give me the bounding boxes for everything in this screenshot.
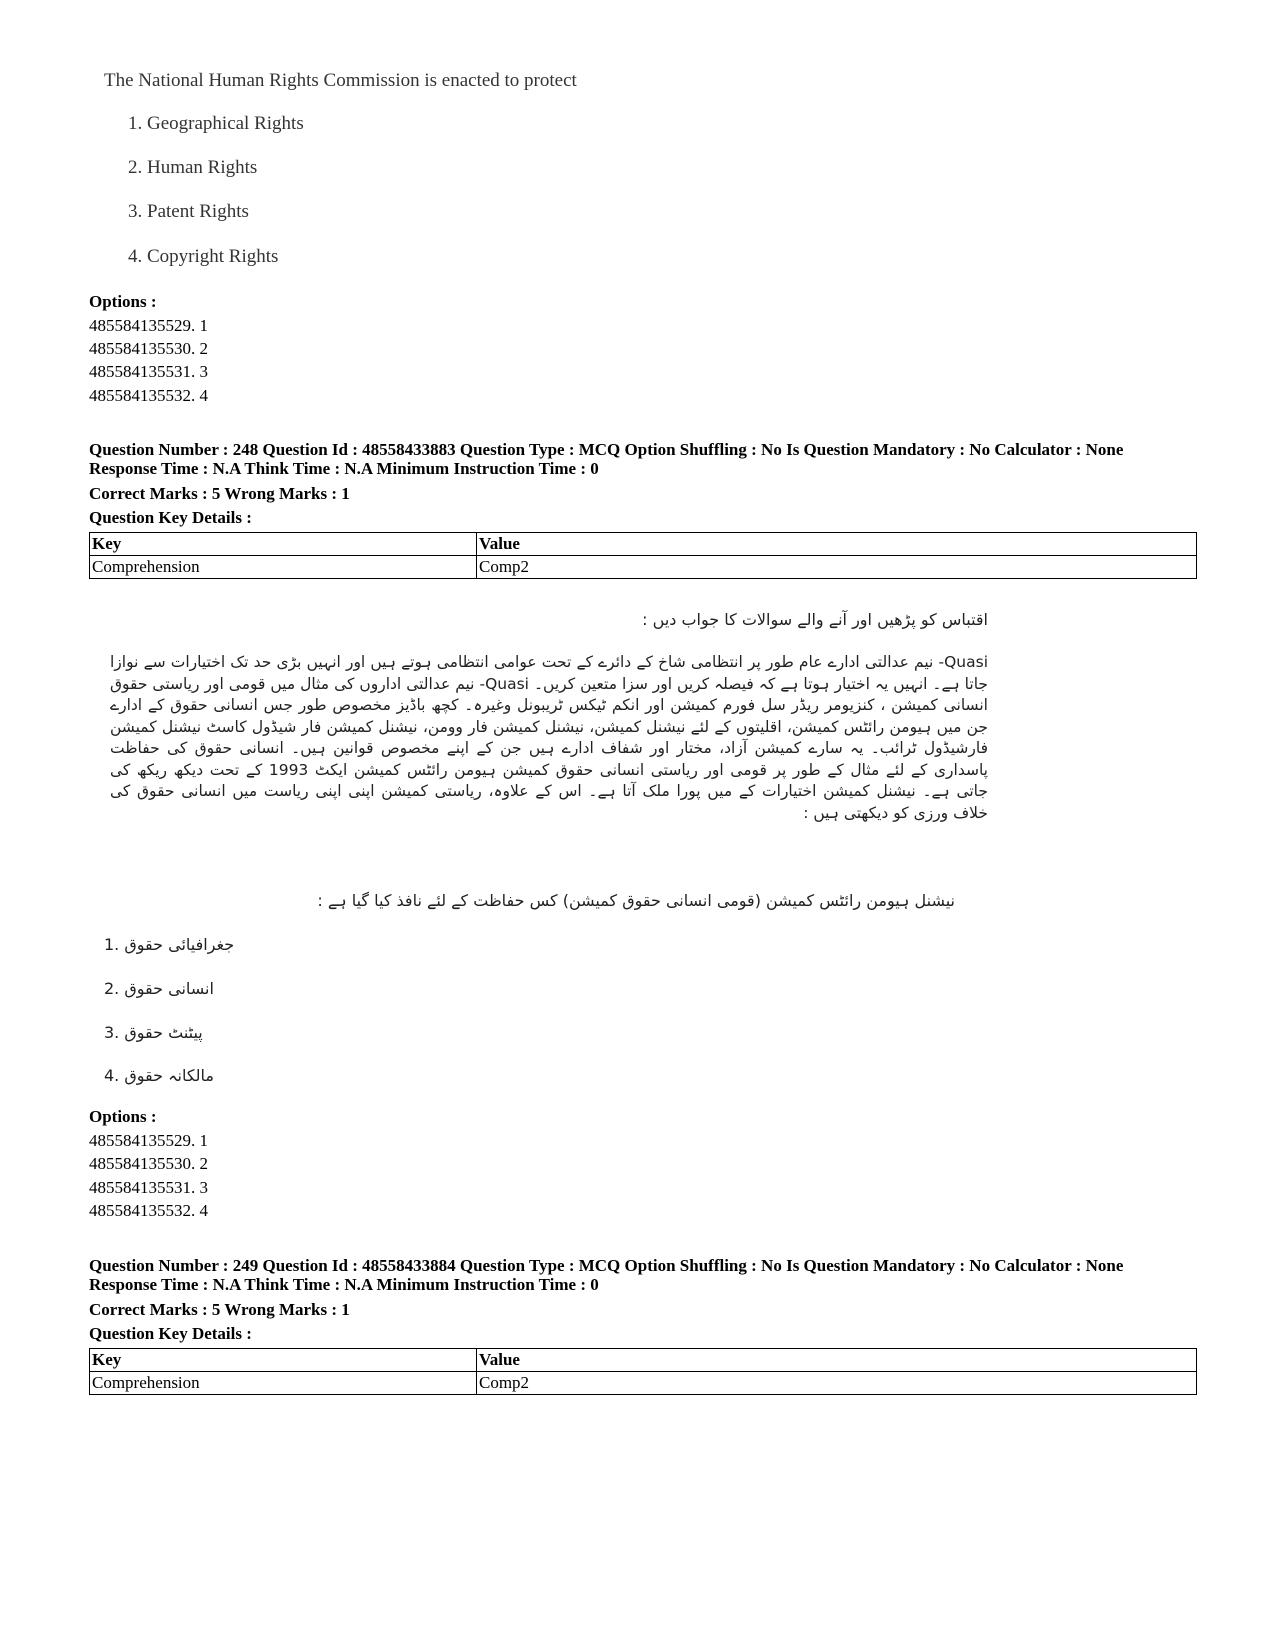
urdu-answer-item-2: 2. انسانی حقوق <box>104 979 214 998</box>
option-248-4: 485584135532. 4 <box>89 1201 208 1220</box>
answer-item-1: 1. Geographical Rights <box>128 113 304 134</box>
value-header: Value <box>477 1349 1197 1372</box>
value-cell: Comp2 <box>477 1372 1197 1395</box>
question-249-meta-line1: Question Number : 249 Question Id : 48558433884 Question Type : MCQ Option Shuffling : No Is Question Mandatory : No Calculator : None <box>89 1256 1124 1275</box>
key-cell: Comprehension <box>90 1372 477 1395</box>
question-249-meta <box>89 1256 1209 1294</box>
question-248-key-details-label: Question Key Details : <box>89 508 252 527</box>
option-1: 485584135529. 1 <box>89 316 208 335</box>
urdu-instruction: اقتباس کو پڑھیں اور آنے والے سوالات کا جواب دیں : <box>642 610 988 629</box>
question-text-english: The National Human Rights Commission is enacted to protect <box>104 70 577 91</box>
key-cell: Comprehension <box>90 556 477 579</box>
question-249-key-table <box>89 1348 1197 1395</box>
urdu-answer-item-3: 3. پیٹنٹ حقوق <box>104 1023 203 1042</box>
question-249-marks: Correct Marks : 5 Wrong Marks : 1 <box>89 1300 350 1319</box>
options-label: Options : <box>89 292 157 311</box>
question-248-key-table <box>89 532 1197 579</box>
question-249-key-details-label: Question Key Details : <box>89 1324 252 1343</box>
question-248-marks: Correct Marks : 5 Wrong Marks : 1 <box>89 484 350 503</box>
urdu-question: نیشنل ہیومن رائٹس کمیشن (قومی انسانی حقوق کمیشن) کس حفاظت کے لئے نافذ کیا گیا ہے : <box>317 891 955 910</box>
options-label-248: Options : <box>89 1107 157 1126</box>
answer-item-3: 3. Patent Rights <box>128 201 249 222</box>
value-header: Value <box>477 533 1197 556</box>
key-header: Key <box>90 1349 477 1372</box>
option-2: 485584135530. 2 <box>89 339 208 358</box>
option-248-3: 485584135531. 3 <box>89 1178 208 1197</box>
urdu-answer-item-1: 1. جغرافیائی حقوق <box>104 935 235 954</box>
option-3: 485584135531. 3 <box>89 362 208 381</box>
urdu-answer-item-4: 4. مالکانہ حقوق <box>104 1066 214 1085</box>
question-248-meta <box>89 440 1209 478</box>
answer-item-4: 4. Copyright Rights <box>128 246 279 267</box>
value-cell: Comp2 <box>477 556 1197 579</box>
key-header: Key <box>90 533 477 556</box>
question-249-meta-line2: Response Time : N.A Think Time : N.A Minimum Instruction Time : 0 <box>89 1275 599 1294</box>
option-4: 485584135532. 4 <box>89 386 208 405</box>
urdu-passage: Quasi- نیم عدالتی ادارے عام طور پر انتظامی شاخ کے دائرے کے تحت عوامی انتظامی ہوتے ہیں اور انہیں بڑی حد تک اختیارات سے نوازا جاتا ہے۔ انہیں یہ اختیار ہوتا ہے کہ فیصلہ کریں اور سزا متعین کریں۔ Quasi- نیم عدالتی اداروں کی مثال میں قومی اور ریاستی حقوق انسانی کمیشن ، کنزیومر ریڈر سل فورم کمیشن اور انکم ٹیکس ٹریبونل وغیرہ۔ کچھ باڈیز مخصوص طور جس انسانی حقوق کے ادارے جن میں ہیومن رائٹس کمیشن، اقلیتوں کے لئے نیشنل کمیشن، نیشنل کمیشن فار وومن، نیشنل کمیشن فار شیڈول کاسٹ نیشنل کمیشن فارشیڈول ٹرائب۔ یہ سارے کمیشن آزاد، مختار اور شفاف ادارے ہیں جن کے اپنے مخصوص قوانین ہیں۔ انسانی حقوق کی حفاظت پاسداری کے لئے مثال کے طور پر قومی اور ریاستی انسانی حقوق کمیشن ہیومن رائٹس کمیشن ایکٹ 1993 کے تحت دیکھ ریکھ کی جاتی ہے۔ نیشنل کمیشن اختیارات کے میں پورا ملک آتا ہے۔ اس کے علاوہ، ریاستی کمیشن اپنی اپنی ریاست میں انسانی حقوق کی خلاف ورزی کو دیکھتی ہیں : <box>110 653 989 822</box>
question-248-meta-line2: Response Time : N.A Think Time : N.A Minimum Instruction Time : 0 <box>89 459 599 478</box>
option-248-2: 485584135530. 2 <box>89 1154 208 1173</box>
option-248-1: 485584135529. 1 <box>89 1131 208 1150</box>
question-248-meta-line1: Question Number : 248 Question Id : 48558433883 Question Type : MCQ Option Shuffling : No Is Question Mandatory : No Calculator : None <box>89 440 1124 459</box>
answer-item-2: 2. Human Rights <box>128 157 258 178</box>
